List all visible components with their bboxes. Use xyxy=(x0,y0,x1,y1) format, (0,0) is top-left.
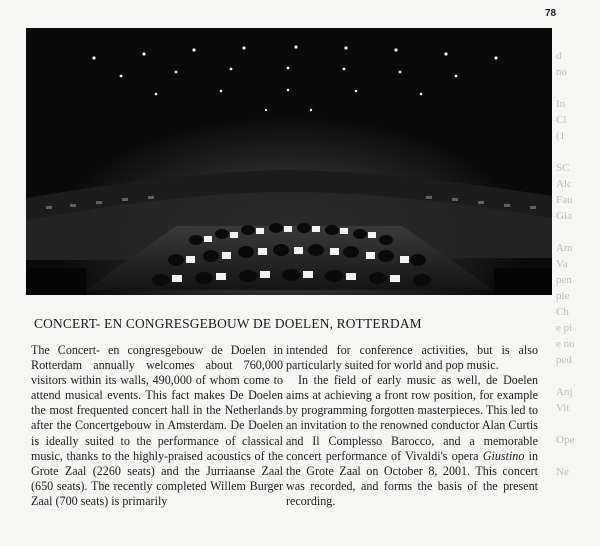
left-paragraph: The Concert- en congresgebouw de Doelen in Rotterdam annually welcomes about 760,000 visitors within its walls, 490,000 of whom come to attend musical events. This fact makes De Doelen the most frequented concert hall in the Netherlands after the Concertgebouw in Amsterdam. De Doelen is ideally suited to the performance of classical music, thanks to the highly-praised acoustics of the Grote Zaal (2260 seats) and the Jurriaanse Zaal (650 seats). The recently completed Willem Burger Zaal (700 seats) is primarily xyxy=(31,343,283,508)
paragraph-text: in the Grote Zaal on October 8, 2001. This concert was recorded, and forms the basis of the present recording. xyxy=(286,448,538,508)
left-text-column xyxy=(31,343,283,509)
show-through-text: d no In Cl (1 SC Alc Fau Gia Am Va pen pie Ch e pi e no ped Anj Vit Ope Ne xyxy=(556,50,575,478)
right-paragraph-1: intended for conference activities, but is also particularly suited for world and pop music. xyxy=(286,343,538,373)
right-text-column xyxy=(286,343,538,509)
concert-hall-photo xyxy=(26,28,552,295)
right-paragraph-2 xyxy=(286,373,538,509)
page-number: 78 xyxy=(545,8,557,19)
photo-caption: CONCERT- EN CONGRESGEBOUW DE DOELEN, ROTTERDAM xyxy=(34,316,422,331)
opera-title: Giustino xyxy=(482,448,525,463)
paragraph-text: In the field of early music as well, de Doelen aims at achieving a front row position, for example by programming forgotten masterpieces. This led to an invitation to the renowned conductor Alan Curtis and Il Complesso Barocco, and a memorable concert performance of Vivaldi's opera xyxy=(286,373,538,463)
